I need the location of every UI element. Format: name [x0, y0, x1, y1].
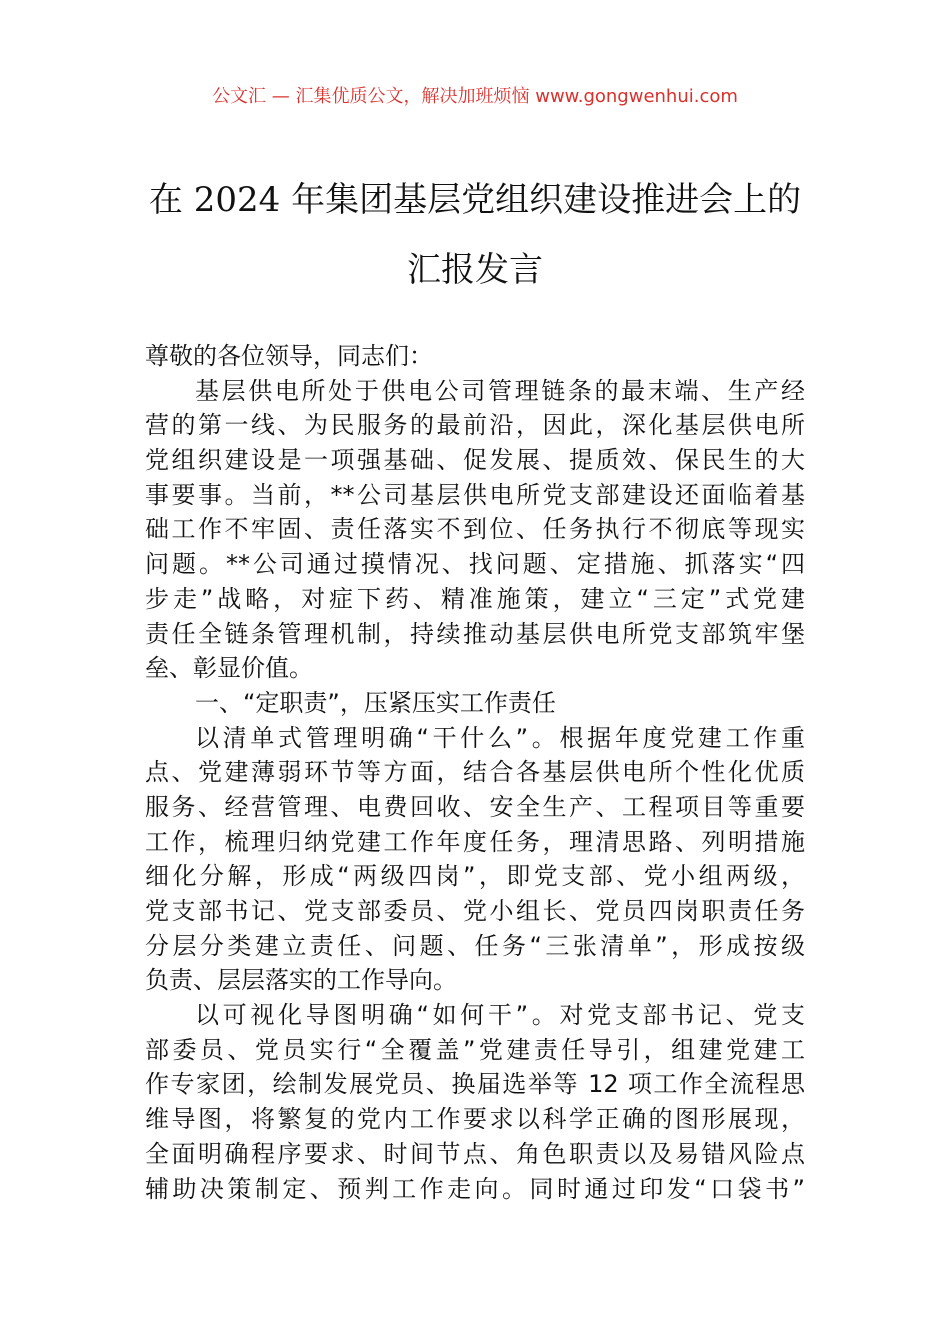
paragraph-line: 营的第一线、为民服务的最前沿，因此，深化基层供电所	[145, 411, 805, 440]
paragraph-line: 辅助决策制定、预判工作走向。同时通过印发“口袋书”	[145, 1174, 805, 1203]
section-heading: 一、“定职责”，压紧压实工作责任	[195, 688, 556, 717]
paragraph-line: 责任全链条管理机制，持续推动基层供电所党支部筑牢堡	[145, 619, 805, 648]
paragraph-line: 维导图，将繁复的党内工作要求以科学正确的图形展现，	[145, 1105, 805, 1134]
paragraph-line: 点、党建薄弱环节等方面，结合各基层供电所个性化优质	[145, 758, 805, 787]
document-body	[145, 339, 805, 1206]
paragraph-line: 以清单式管理明确“干什么”。根据年度党建工作重	[195, 723, 805, 752]
paragraph-line: 础工作不牢固、责任落实不到位、任务执行不彻底等现实	[145, 515, 805, 544]
paragraph-line: 服务、经营管理、电费回收、安全生产、工程项目等重要	[145, 792, 805, 821]
paragraph-line: 作专家团，绘制发展党员、换届选举等 12 项工作全流程思	[145, 1070, 805, 1099]
watermark-header: 公文汇 — 汇集优质公文，解决加班烦恼 www.gongwenhui.com	[212, 86, 738, 107]
paragraph-line: 党组织建设是一项强基础、促发展、提质效、保民生的大	[145, 446, 805, 475]
greeting: 尊敬的各位领导，同志们：	[145, 342, 433, 370]
paragraph-line: 事要事。当前，**公司基层供电所党支部建设还面临着基	[145, 480, 805, 509]
paragraph-line: 工作，梳理归纳党建工作年度任务，理清思路、列明措施	[145, 827, 805, 856]
paragraph-line: 部委员、党员实行“全覆盖”党建责任导引，组建党建工	[145, 1035, 805, 1064]
paragraph-line: 负责、层层落实的工作导向。	[145, 966, 457, 995]
paragraph-line: 分层分类建立责任、问题、任务“三张清单”，形成按级	[145, 931, 805, 960]
paragraph-line: 细化分解，形成“两级四岗”，即党支部、党小组两级，	[145, 862, 805, 891]
paragraph-line: 基层供电所处于供电公司管理链条的最末端、生产经	[195, 376, 805, 405]
paragraph-line: 垒、彰显价值。	[145, 654, 313, 683]
paragraph-line: 以可视化导图明确“如何干”。对党支部书记、党支	[195, 1001, 805, 1030]
document-title-line-1: 在 2024 年集团基层党组织建设推进会上的	[148, 180, 802, 220]
paragraph-line: 问题。**公司通过摸情况、找问题、定措施、抓落实“四	[145, 550, 805, 579]
paragraph-line: 党支部书记、党支部委员、党小组长、党员四岗职责任务	[145, 897, 805, 925]
paragraph-line: 全面明确程序要求、时间节点、角色职责以及易错风险点	[145, 1139, 805, 1168]
document-title-line-2: 汇报发言	[407, 250, 543, 290]
paragraph-line: 步走”战略，对症下药、精准施策，建立“三定”式党建	[145, 584, 805, 613]
